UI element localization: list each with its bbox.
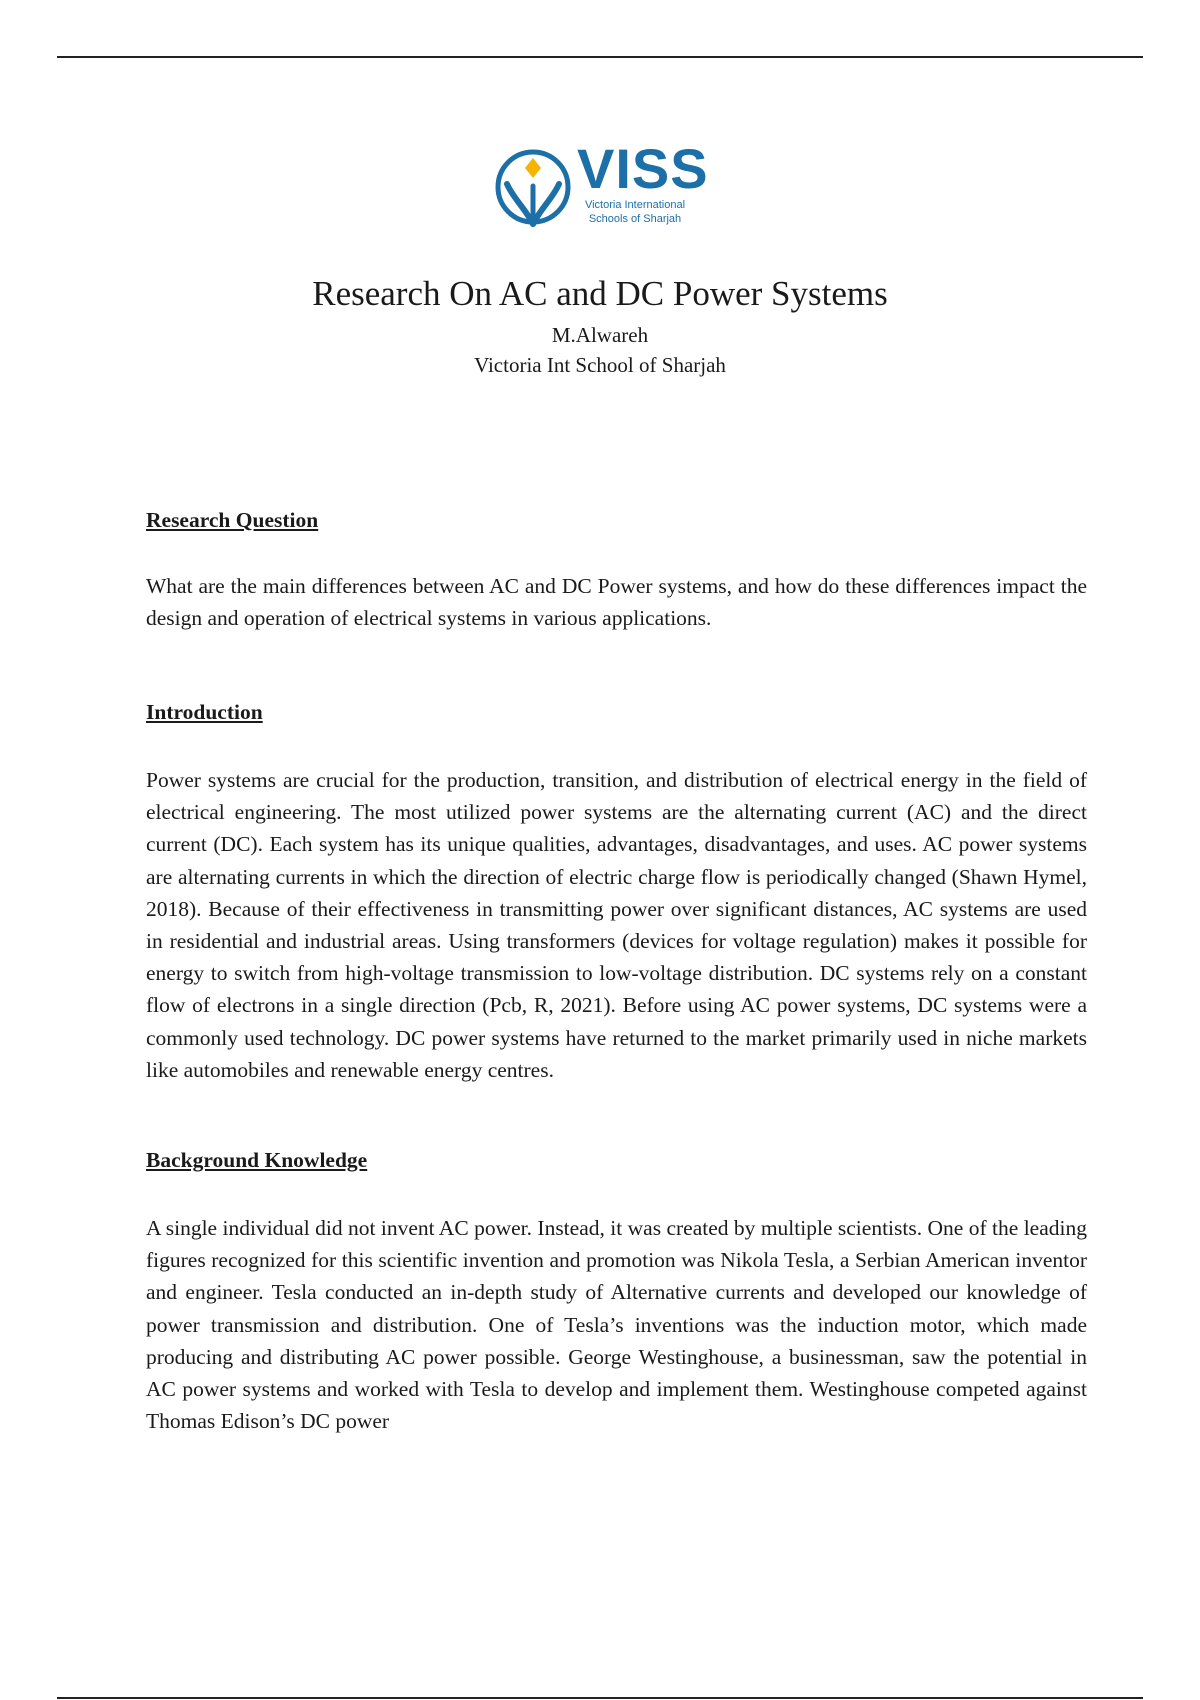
school-name: Victoria Int School of Sharjah	[474, 353, 726, 377]
school-logo	[495, 137, 715, 235]
author-name: M.Alwareh	[551, 323, 649, 347]
title-block	[0, 272, 1200, 380]
section-heading-background-knowledge: Background Knowledge	[146, 1148, 368, 1172]
logo-wordmark: VISS	[577, 137, 709, 200]
section-heading-introduction: Introduction	[146, 700, 263, 724]
logo-text	[577, 137, 709, 226]
top-rule	[57, 56, 1143, 58]
section-heading-research-question: Research Question	[146, 508, 319, 532]
viss-logo-icon	[495, 146, 571, 228]
document-title: Research On AC and DC Power Systems	[312, 274, 888, 313]
logo-subtitle-line2: Schools of Sharjah	[588, 213, 682, 225]
bottom-rule	[57, 1697, 1143, 1699]
section-body-research-question: What are the main differences between AC and DC Power systems, and how do these differences impact the design and operation of electrical systems in various applications.	[146, 574, 1087, 631]
section-body-introduction: Power systems are crucial for the production, transition, and distribution of electrical energy in the field of electrical engineering. The most utilized power systems are the alternating current (AC) and the direct current (DC). Each system has its unique qualities, advantages, disadvantages, and uses. AC power systems are alternating currents in which the direction of electric charge flow is periodically changed (Shawn Hymel, 2018). Because of their effectiveness in transmitting power over significant distances, AC systems are used in residential and industrial areas. Using transformers (devices for voltage regulation) makes it possible for energy to switch from high-voltage transmission to low-voltage distribution. DC systems rely on a constant flow of electrons in a single direction (Pcb, R, 2021). Before using AC power systems, DC systems were a commonly used technology. DC power systems have returned to the market primarily used in niche markets like automobiles and renewable energy centres.	[146, 768, 1087, 1082]
logo-subtitle-line1: Victoria International	[584, 199, 686, 211]
section-body-background-knowledge: A single individual did not invent AC power. Instead, it was created by multiple scientists. One of the leading figures recognized for this scientific invention and promotion was Nikola Tesla, a Serbian American inventor and engineer. Tesla conducted an in-depth study of Alternative currents and developed our knowledge of power transmission and distribution. One of Tesla’s inventions was the induction motor, which made producing and distributing AC power possible. George Westinghouse, a businessman, saw the potential in AC power systems and worked with Tesla to develop and implement them. Westinghouse competed against Thomas Edison’s DC power	[146, 1216, 1087, 1434]
